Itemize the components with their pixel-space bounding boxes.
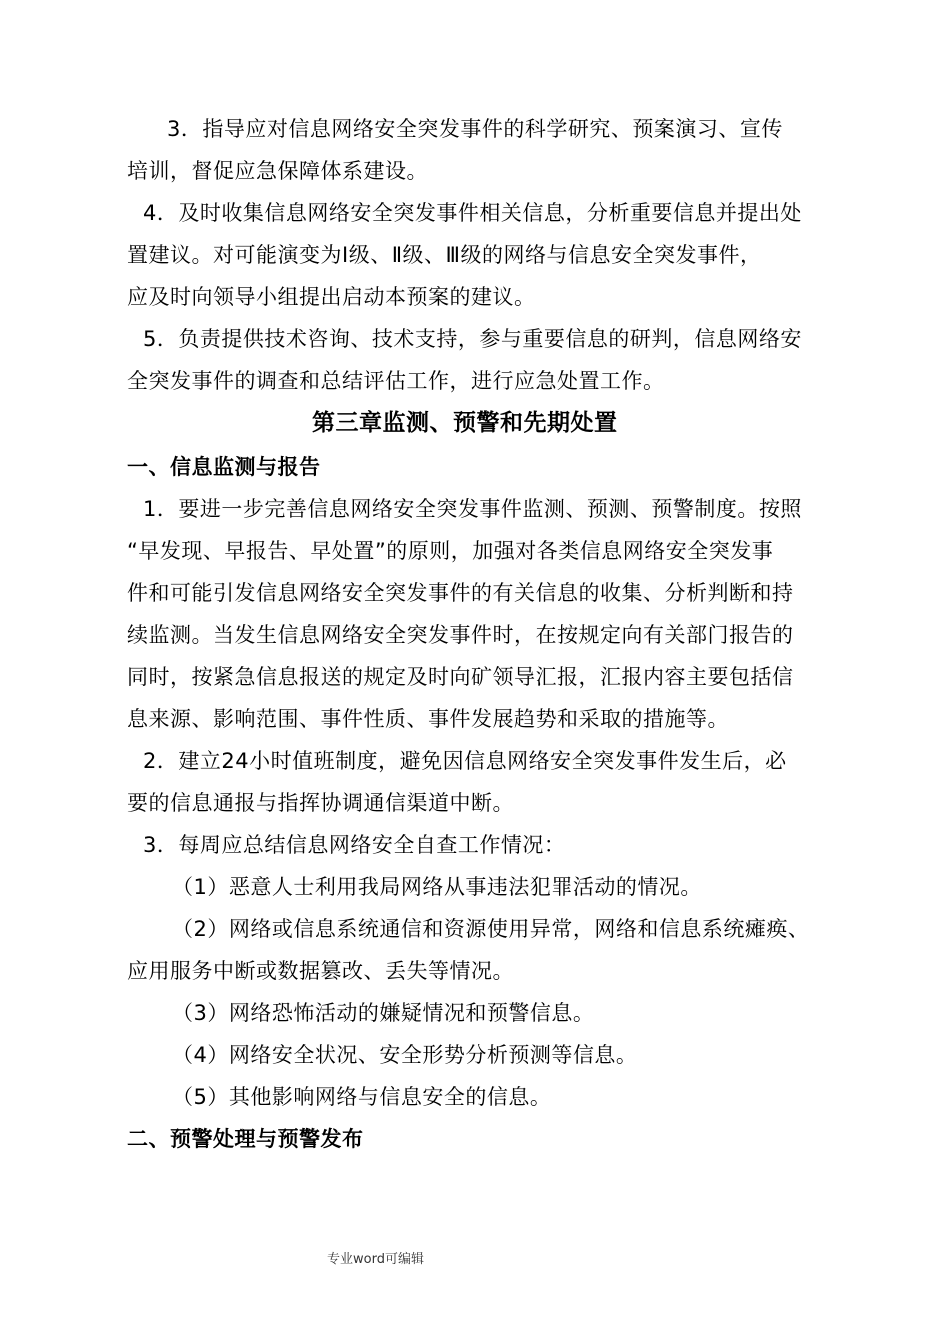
paragraph-4-line-3: 应及时向领导小组提出启动本预案的建议。: [127, 285, 536, 309]
section-1-paragraph-2-line-2: 要的信息通报与指挥协调通信渠道中断。: [127, 791, 514, 815]
paragraph-4-line-1: 4．及时收集信息网络安全突发事件相关信息，分析重要信息并提出处: [143, 201, 802, 225]
paragraph-3-line-2: 培训，督促应急保障体系建设。: [127, 159, 428, 183]
paragraph-5-line-1: 5．负责提供技术咨询、技术支持，参与重要信息的研判，信息网络安: [143, 327, 802, 351]
list-item-2-line-1: （2）网络或信息系统通信和资源使用异常，网络和信息系统瘫痪、: [172, 917, 810, 941]
section-1-paragraph-1-line-1: 1．要进一步完善信息网络安全突发事件监测、预测、预警制度。按照: [143, 497, 802, 521]
section-1-paragraph-1-line-3: 件和可能引发信息网络安全突发事件的有关信息的收集、分析判断和持: [127, 581, 794, 605]
section-1-paragraph-1-line-5: 同时，按紧急信息报送的规定及时向矿领导汇报，汇报内容主要包括信: [127, 665, 794, 689]
list-item-3: （3）网络恐怖活动的嫌疑情况和预警信息。: [172, 1001, 595, 1025]
section-1-paragraph-3-line-1: 3．每周应总结信息网络安全自查工作情况：: [143, 833, 566, 857]
paragraph-5-line-2: 全突发事件的调查和总结评估工作，进行应急处置工作。: [127, 369, 665, 393]
list-item-2-line-2: 应用服务中断或数据篡改、丢失等情况。: [127, 959, 514, 983]
list-item-1: （1）恶意人士利用我局网络从事违法犯罪活动的情况。: [172, 875, 702, 899]
paragraph-3-line-1: 3．指导应对信息网络安全突发事件的科学研究、预案演习、宣传: [167, 117, 783, 141]
paragraph-4-line-2: 置建议。对可能演变为Ⅰ级、Ⅱ级、Ⅲ级的网络与信息安全突发事件，: [127, 243, 762, 267]
section-1-paragraph-2-line-1: 2．建立24小时值班制度，避免因信息网络安全突发事件发生后，必: [143, 749, 787, 773]
section-1-paragraph-1-line-2: “早发现、早报告、早处置”的原则，加强对各类信息网络安全突发事: [127, 539, 774, 563]
section-1-paragraph-1-line-4: 续监测。当发生信息网络安全突发事件时，在按规定向有关部门报告的: [127, 623, 794, 647]
list-item-5: （5）其他影响网络与信息安全的信息。: [172, 1085, 552, 1109]
section-2-heading: 二、预警处理与预警发布: [127, 1127, 364, 1151]
section-1-heading: 一、信息监测与报告: [127, 455, 321, 479]
list-item-4: （4）网络安全状况、安全形势分析预测等信息。: [172, 1043, 638, 1067]
chapter-title: 第三章监测、预警和先期处置: [312, 410, 618, 436]
section-1-paragraph-1-line-6: 息来源、影响范围、事件性质、事件发展趋势和采取的措施等。: [127, 707, 729, 731]
page-footer: 专业word可编辑: [327, 1252, 424, 1267]
